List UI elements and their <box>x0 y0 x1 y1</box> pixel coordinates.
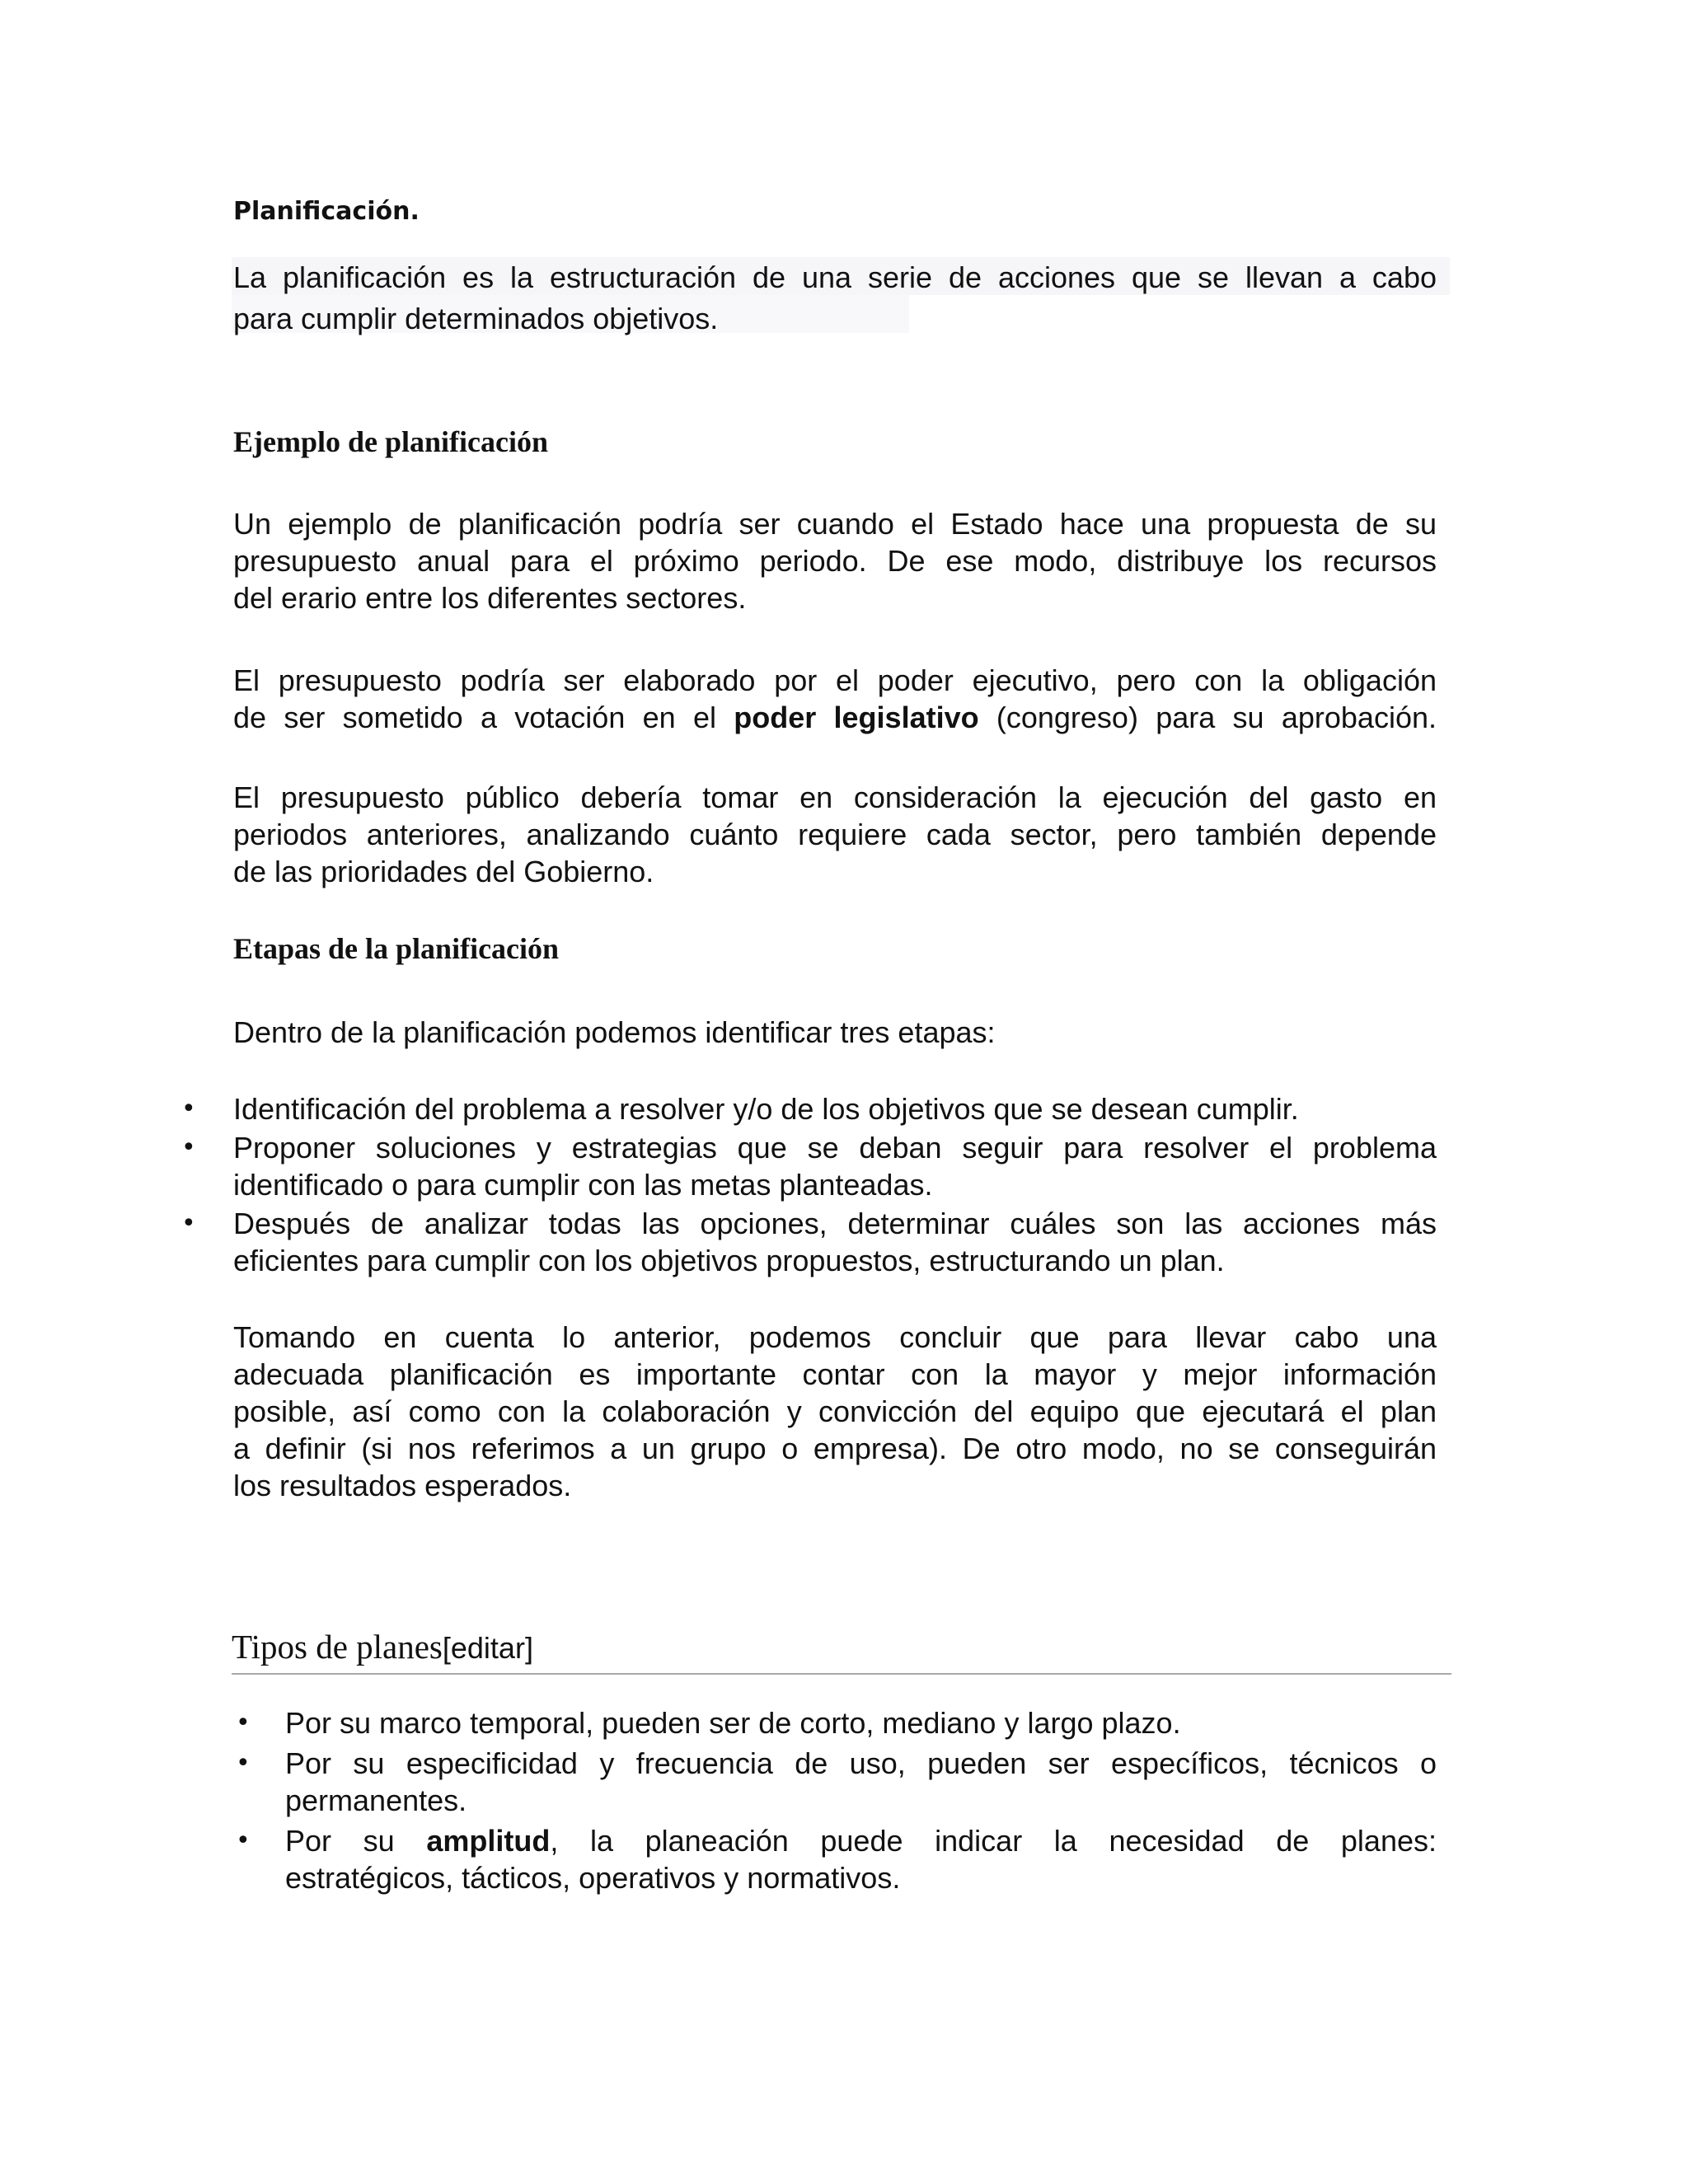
list-item-text <box>285 1745 1437 1819</box>
section-heading-etapas: Etapas de la planificación <box>233 932 560 965</box>
tipos-heading-text: Tipos de planes <box>232 1628 443 1666</box>
text-line: El presupuesto podría ser elaborado por el poder ejecutivo, pero con la obligación <box>233 663 1437 697</box>
etapas-conclusion <box>233 1319 1437 1504</box>
list-item-text <box>233 1129 1437 1203</box>
text-run: de ser sometido a votación en el <box>233 701 734 734</box>
section-heading-tipos <box>232 1624 1451 1675</box>
list-item-text <box>233 1205 1437 1279</box>
text-line: Por su marco temporal, pueden ser de corto, mediano y largo plazo. <box>285 1706 1181 1740</box>
ejemplo-paragraph-3 <box>233 779 1437 890</box>
text-line: presupuesto anual para el próximo periodo. De ese modo, distribuye los recursos <box>233 544 1437 578</box>
text-line: Identificación del problema a resolver y/o de los objetivos que se desean cumplir. <box>233 1092 1299 1126</box>
text-line: adecuada planificación es importante contar con la mayor y mejor información <box>233 1357 1437 1391</box>
page-title: Planificación. <box>233 197 420 226</box>
bullet-icon: • <box>181 1133 196 1162</box>
text-line: los resultados esperados. <box>233 1469 572 1502</box>
text-line: a definir (si nos referimos a un grupo o empresa). De otro modo, no se conseguirán <box>233 1432 1437 1465</box>
text-line: eficientes para cumplir con los objetivos propuestos, estructurando un plan. <box>233 1244 1225 1277</box>
text-line: Proponer soluciones y estrategias que se deban seguir para resolver el problema <box>233 1131 1437 1165</box>
text-run: Por su <box>285 1824 427 1858</box>
section-heading-ejemplo: Ejemplo de planificación <box>233 425 549 458</box>
bullet-icon: • <box>236 1708 251 1737</box>
ejemplo-paragraph-1 <box>233 505 1437 616</box>
text-line: Tomando en cuenta lo anterior, podemos concluir que para llevar cabo una <box>233 1320 1437 1354</box>
intro-paragraph <box>233 257 1437 340</box>
text-line <box>233 699 1437 736</box>
intro-line-1: La planificación es la estructuración de una serie de acciones que se llevan a cabo <box>233 260 1437 294</box>
text-line <box>285 1822 1437 1859</box>
text-line: permanentes. <box>285 1783 467 1817</box>
text-line: estratégicos, tácticos, operativos y normativos. <box>285 1861 901 1895</box>
etapas-intro <box>233 1014 1437 1051</box>
text-line: Dentro de la planificación podemos identificar tres etapas: <box>233 1015 996 1049</box>
bold-term-poder-legislativo: poder legislativo <box>734 701 979 734</box>
bullet-icon: • <box>236 1749 251 1778</box>
text-line: periodos anteriores, analizando cuánto requiere cada sector, pero también depende <box>233 818 1437 851</box>
text-line: Un ejemplo de planificación podría ser cuando el Estado hace una propuesta de su <box>233 507 1437 541</box>
bullet-icon: • <box>181 1209 196 1238</box>
text-run: (congreso) para su aprobación. <box>978 701 1437 734</box>
text-line: de las prioridades del Gobierno. <box>233 855 654 888</box>
text-line: Después de analizar todas las opciones, determinar cuáles son las acciones más <box>233 1207 1437 1240</box>
edit-link[interactable]: [editar] <box>442 1631 533 1665</box>
list-item-text <box>285 1704 1437 1741</box>
text-line: El presupuesto público debería tomar en consideración la ejecución del gasto en <box>233 780 1437 814</box>
text-line: del erario entre los diferentes sectores. <box>233 581 747 615</box>
list-item-text <box>285 1822 1437 1896</box>
text-line: posible, así como con la colaboración y convicción del equipo que ejecutará el plan <box>233 1394 1437 1428</box>
text-run: , la planeación puede indicar la necesidad de planes: <box>550 1824 1437 1858</box>
bullet-icon: • <box>181 1094 196 1123</box>
list-item-text <box>233 1090 1437 1127</box>
bullet-icon: • <box>236 1826 251 1855</box>
intro-line-2: para cumplir determinados objetivos. <box>233 302 719 335</box>
ejemplo-paragraph-2 <box>233 662 1437 736</box>
bold-term-amplitud: amplitud <box>426 1824 551 1858</box>
text-line: Por su especificidad y frecuencia de uso, pueden ser específicos, técnicos o <box>285 1746 1437 1780</box>
text-line: identificado o para cumplir con las metas planteadas. <box>233 1168 933 1202</box>
